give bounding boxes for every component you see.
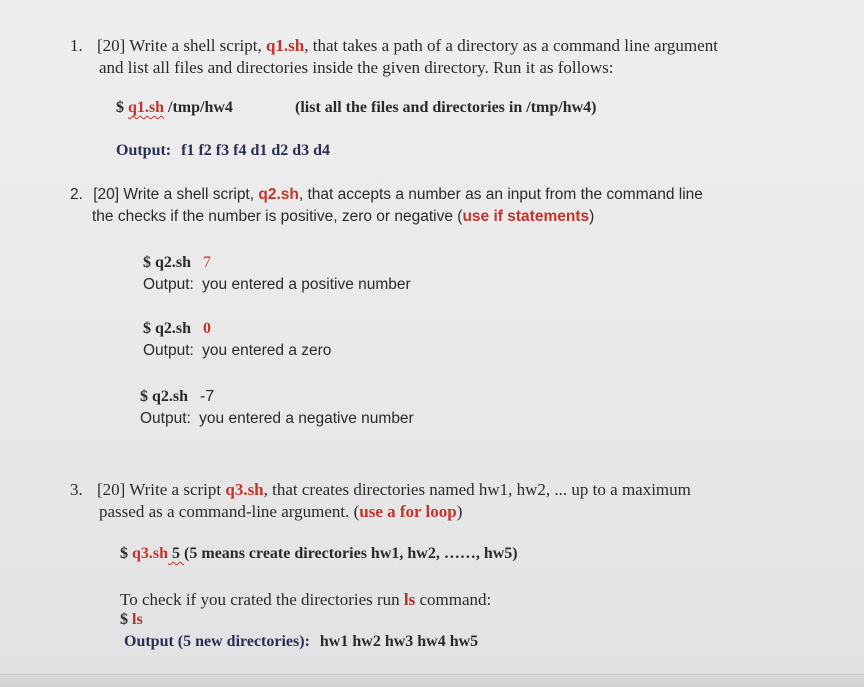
q3-check-line: [120, 590, 491, 610]
q2-ex1-cmd: $ q2.sh: [143, 254, 192, 271]
q3-ls-command: [120, 611, 143, 629]
q2-ex3-output: you entered a negative number: [199, 410, 414, 427]
q3-line2: [99, 502, 462, 522]
q1-cmd-arg: /tmp/hw4: [164, 99, 233, 116]
q3-ls-prefix: $: [120, 611, 132, 628]
q3-cmd-name: q3.sh: [132, 545, 169, 562]
q2-ex1-output-label: Output:: [143, 276, 194, 293]
q3-text-d: ): [456, 502, 463, 521]
q3-script-name: q3.sh: [225, 480, 264, 499]
q2-ex1-arg: 7: [203, 254, 212, 271]
q3-check-text-end: command:: [415, 590, 492, 609]
q2-example-2-cmd: [143, 320, 211, 338]
q2-ex3-arg: -7: [200, 388, 215, 405]
q2-text-d: ): [589, 208, 595, 225]
q3-number: 3.: [70, 480, 83, 499]
q3-line1: [70, 480, 691, 500]
q3-output: [124, 633, 478, 651]
q3-cmd-note: (5 means create directories hw1, hw2, ……, hw5): [184, 545, 518, 562]
q2-text-c: the checks if the number is positive, zero or negative (: [92, 208, 463, 225]
q1-cmd-prefix: $: [116, 99, 128, 116]
q3-cmd-prefix: $: [120, 545, 132, 562]
q2-number: 2.: [70, 186, 83, 203]
q2-example-3-output: [140, 410, 414, 428]
q3-ls-cmd: ls: [132, 611, 143, 628]
q1-cmd-note: (list all the files and directories in /tmp/hw4): [295, 99, 597, 116]
q2-text-b: , that accepts a number as an input from the command line: [298, 186, 703, 203]
q1-command: [116, 99, 233, 117]
q2-example-3-cmd: [140, 388, 214, 406]
q1-script-name: q1.sh: [265, 36, 305, 55]
q3-command: [120, 545, 518, 563]
q1-cmd-name: q1.sh: [128, 99, 165, 116]
q3-check-text: To check if you crated the directories run: [120, 590, 404, 609]
q2-line1: [70, 186, 703, 204]
q2-ex2-arg: 0: [203, 320, 212, 337]
q3-text-b: , that creates directories named hw1, hw2, ... up to a maximum: [263, 480, 691, 499]
q3-text-c: passed as a command-line argument. (: [99, 502, 360, 521]
q2-ex3-output-label: Output:: [140, 410, 191, 427]
q2-script-name: q2.sh: [258, 186, 299, 203]
q3-check-cmd: ls: [403, 590, 416, 609]
q2-line2: [92, 208, 594, 226]
q1-text-b: , that takes a path of a directory as a command line argument: [304, 36, 718, 55]
q1-line2: and list all files and directories inside the given directory. Run it as follows:: [99, 58, 614, 77]
q2-ex3-cmd: $ q2.sh: [140, 388, 189, 405]
page-bottom-edge: [0, 674, 864, 687]
q2-example-1-cmd: [143, 254, 211, 272]
q1-text-a: [20] Write a shell script,: [97, 36, 266, 55]
q1-line1: [70, 36, 718, 56]
q3-text-a: [20] Write a script: [97, 480, 226, 499]
q2-hint: use if statements: [462, 208, 590, 225]
q3-hint: use a for loop: [359, 502, 457, 521]
q3-cmd-arg: 5: [168, 545, 185, 562]
q2-ex2-output-label: Output:: [143, 342, 194, 359]
q3-output-label: Output (5 new directories):: [124, 633, 310, 650]
q1-output-value: f1 f2 f3 f4 d1 d2 d3 d4: [181, 142, 331, 159]
q2-text-a: [20] Write a shell script,: [93, 186, 259, 203]
q1-output-label: Output:: [116, 142, 172, 159]
q2-example-1-output: [143, 276, 411, 294]
q3-output-value: hw1 hw2 hw3 hw4 hw5: [319, 633, 479, 650]
q2-ex2-output: you entered a zero: [202, 342, 332, 359]
q1-number: 1.: [70, 36, 83, 55]
q1-output: [116, 142, 330, 160]
q2-ex1-output: you entered a positive number: [202, 276, 411, 293]
q2-example-2-output: [143, 342, 331, 360]
q2-ex2-cmd: $ q2.sh: [143, 320, 192, 337]
